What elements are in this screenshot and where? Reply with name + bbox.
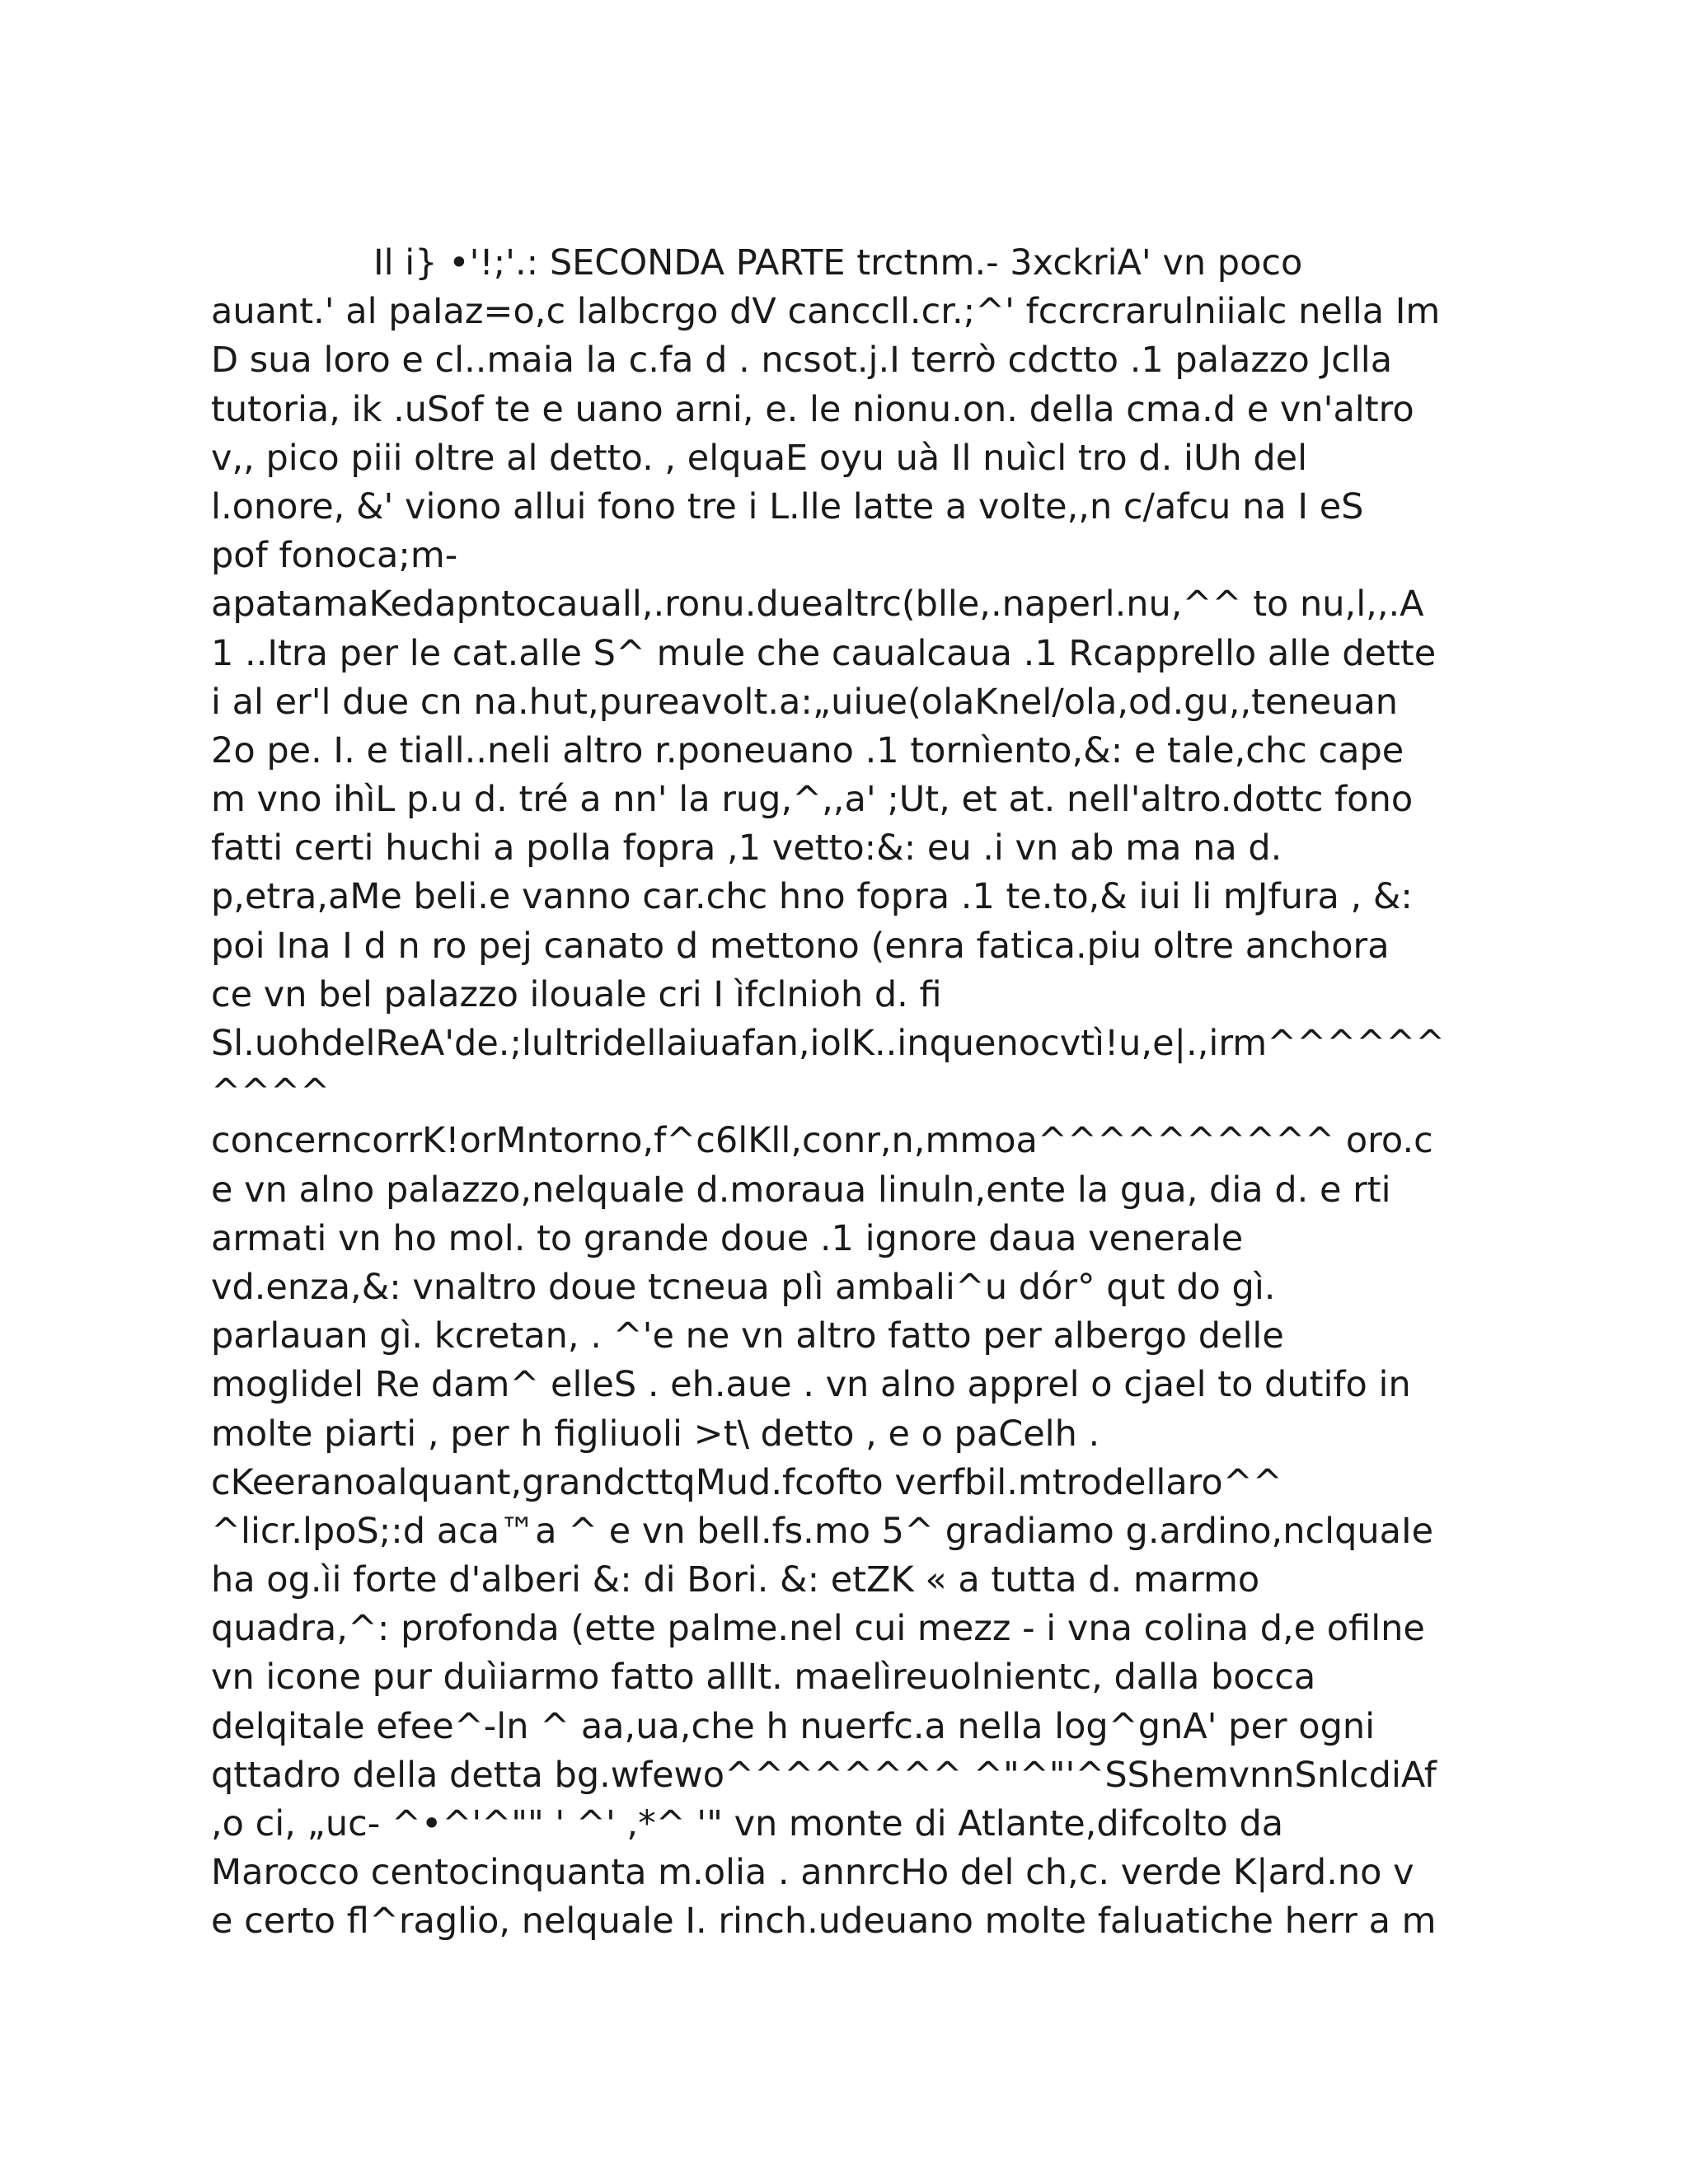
text-line: Sl.uohdelReA'de.;lultridellaiuafan,iolK..inquenocvtì!u,e|.,irm^^^^^^ (211, 1023, 1446, 1064)
text-line: ^^^^ (211, 1071, 331, 1113)
text-line: parlauan gì. kcretan, . ^'e ne vn altro fatto per albergo delle (211, 1315, 1284, 1357)
text-line: v,, pico piii oltre al detto. , elquaE oyu uà Il nuìcl tro d. iUh del (211, 437, 1308, 479)
text-line: molte piarti , per h figliuoli >t\ detto , e o paCelh . (211, 1413, 1100, 1455)
text-line: p,etra,aMe beli.e vanno car.chc hno fopra .1 te.to,& iui li mJfura , &: (211, 876, 1413, 918)
text-line: Il i} •'!;'.: SECONDA PARTE trctnm.- 3xckriA' vn poco (373, 242, 1303, 284)
text-line: vn icone pur duìiarmo fatto allIt. maelìreuolnientc, dalla bocca (211, 1657, 1316, 1699)
text-line: Marocco centocinquanta m.olia . annrcHo del ch,c. verde K|ard.no v (211, 1852, 1414, 1894)
text-line: armati vn ho mol. to grande doue .1 ignore daua venerale (211, 1217, 1244, 1259)
text-line: poi Ina I d n ro pej canato d mettono (enra fatica.piu oltre anchora (211, 925, 1390, 967)
body-text (211, 239, 1497, 1947)
text-line: l.onore, &' viono allui fono tre i L.lle latte a voIte,,n c/afcu na I eS (211, 485, 1364, 527)
text-line: delqitale efee^-ln ^ aa,ua,che h nuerfc.a nella log^gnA' per ogni (211, 1705, 1376, 1747)
text-line: concerncorrK!orMntorno,f^c6lKll,conr,n,mmoa^^^^^^^^^^ oro.c (211, 1120, 1433, 1162)
text-line: i al er'l due cn na.hut,pureavolt.a:„uiue(olaKnel/ola,od.gu,,teneuan (211, 681, 1399, 723)
text-line: 1 ..Itra per le cat.alle S^ mule che caualcaua .1 Rcapprello alle dette (211, 632, 1437, 674)
text-line: e vn alno palazzo,nelquaIe d.moraua linuln,ente la gua, dia d. e rti (211, 1169, 1391, 1211)
text-line: e certo fl^raglio, nelquale I. rinch.udeuano molte faluatiche herr a m (211, 1900, 1437, 1943)
text-line: 2o pe. I. e tiall..neli altro r.poneuano .1 tornìento,&: e tale,chc cape (211, 729, 1404, 771)
text-line: ^licr.lpoS;:d aca™a ^ e vn bell.fs.mo 5^ gradiamo g.ardino,nclquaIe (211, 1510, 1434, 1552)
text-line: quadra,^: profonda (ette palme.nel cui mezz - i vna colina d,e ofilne (211, 1608, 1425, 1650)
text-line: tutoria, ik .uSof te e uano arni, e. le nionu.on. della cma.d e vn'altro (211, 388, 1414, 430)
text-line: m vno ihìL p.u d. tré a nn' la rug,^,,a' ;Ut, et at. nell'altro.dottc fono (211, 779, 1414, 821)
text-line: moglidel Re dam^ elleS . eh.aue . vn alno apprel o cjael to dutifo in (211, 1364, 1411, 1406)
text-line: ha og.ìi forte d'alberi &: di Bori. &: etZK « a tutta d. marmo (211, 1559, 1260, 1601)
text-line: qttadro della detta bg.wfewo^^^^^^^^ ^"^"'^SShemvnnSnlcdiAf (211, 1754, 1437, 1796)
text-line: pof fonoca;m- (211, 535, 458, 577)
text-line: ce vn bel palazzo ilouale cri I ìfclnioh d. fi (211, 973, 942, 1015)
text-line: D sua loro e cl..maia la c.fa d . ncsot.j.I terrò cdctto .1 palazzo Jclla (211, 340, 1393, 382)
text-line: fatti certi huchi a polla fopra ,1 vetto:&: eu .i vn ab ma na d. (211, 827, 1282, 869)
text-line: auant.' al paIaz=o,c lalbcrgo dV canccll.cr.;^' fccrcrarulniialc nella Im (211, 291, 1441, 333)
text-line: apatamaKedapntocauall,.ronu.duealtrc(blle,.naperl.nu,^^ to nu,l,,.A (211, 583, 1424, 626)
text-line: cKeeranoalquant,grandcttqMud.fcofto verfbil.mtrodellaro^^ (211, 1461, 1282, 1503)
text-line: ,o ci, „uc- ^•^'^"" ' ^' ,*^ '" vn monte di Atlante,difcolto da (211, 1803, 1284, 1844)
text-line: vd.enza,&: vnaltro doue tcneua pIì ambali^u dór° qut do gì. (211, 1266, 1276, 1308)
